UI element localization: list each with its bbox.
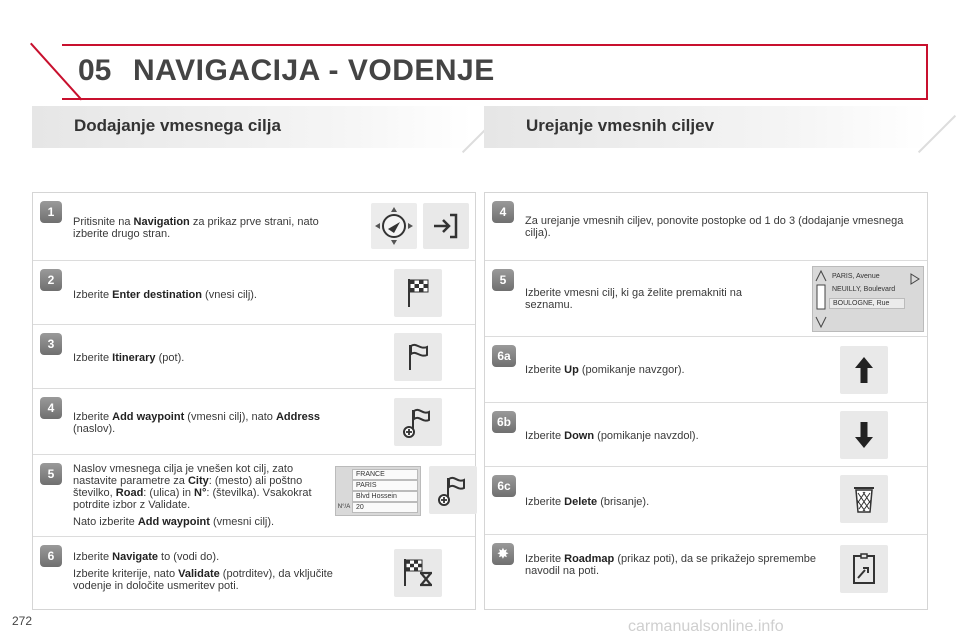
next-page-icon [423, 203, 469, 249]
right-step-4 [485, 193, 927, 261]
down-arrow-icon [840, 411, 888, 459]
step-badge: 1 [40, 201, 62, 223]
left-section-title: Dodajanje vmesnega cilja [74, 116, 281, 135]
step-text: Izberite Navigate to (vodi do). Izberite kriterije, nato Validate (potrditev), da vključite vodenje in določite usmeritev poti. [73, 551, 333, 592]
list-scrollbar-icon [814, 267, 828, 331]
step-text: Za urejanje vmesnih ciljev, ponovite postopke od 1 do 3 (dodajanje vmesnega cilja). [525, 215, 904, 239]
navigation-dpad-icon [371, 203, 417, 249]
left-step-5 [33, 455, 475, 537]
step-badge: 3 [40, 333, 62, 355]
mini-row-country: FRANCE [352, 469, 418, 480]
step-badge: 5 [40, 463, 62, 485]
step-text: Izberite Add waypoint (vmesni cilj), nato Address (naslov). [73, 411, 320, 435]
left-steps-panel [32, 192, 476, 610]
mini-row-road: Blvd Hossein [352, 491, 418, 502]
right-step-6c [485, 467, 927, 535]
address-entry-screen-thumbnail [335, 466, 421, 516]
left-step-1 [33, 193, 475, 261]
watermark: carmanualsonline.info [628, 618, 784, 635]
step-badge: 6c [492, 475, 516, 497]
step-badge: 5 [492, 269, 514, 291]
step-text: Izberite Down (pomikanje navzdol). [525, 430, 699, 442]
step-text: Izberite vmesni cilj, ki ga želite premakniti na seznamu. [525, 287, 743, 311]
mini-row-number: 20 [352, 502, 418, 513]
add-waypoint-icon [394, 398, 442, 446]
waypoint-row-3-selected: BOULOGNE, Rue [829, 298, 905, 309]
left-section-header [32, 106, 472, 148]
right-step-roadmap [485, 535, 927, 611]
navigate-to-icon [394, 549, 442, 597]
chapter-title: NAVIGACIJA - VODENJE [133, 54, 495, 87]
left-step-3 [33, 325, 475, 389]
step-badge: 2 [40, 269, 62, 291]
right-step-5 [485, 261, 927, 337]
play-arrow-icon [910, 273, 920, 285]
waypoint-row-2: NEUILLY, Boulevard [829, 285, 905, 296]
left-step-2 [33, 261, 475, 325]
step-text: Izberite Roadmap (prikaz poti), da se prikažejo spremembe navodil na poti. [525, 553, 817, 577]
step-badge: 4 [492, 201, 514, 223]
up-arrow-icon [840, 346, 888, 394]
step-text: Pritisnite na Navigation za prikaz prve strani, nato izberite drugo stran. [73, 216, 319, 240]
right-section-header [484, 106, 928, 148]
mini-row-city: PARIS [352, 480, 418, 491]
step-text: Izberite Enter destination (vnesi cilj). [73, 289, 257, 301]
step-badge: 6b [492, 411, 516, 433]
step-text: Izberite Delete (brisanje). [525, 496, 650, 508]
right-step-6a [485, 337, 927, 403]
page-number: 272 [12, 614, 33, 628]
mini-row-number-tag: N°/A [337, 504, 351, 510]
section-divider-slash [918, 115, 956, 153]
add-waypoint-icon [429, 466, 477, 514]
left-step-4 [33, 389, 475, 455]
step-text: Izberite Itinerary (pot). [73, 352, 185, 364]
waypoint-row-1: PARIS, Avenue [829, 272, 905, 283]
right-step-6b [485, 403, 927, 467]
left-step-6 [33, 537, 475, 611]
step-badge: 6 [40, 545, 62, 567]
checkered-flag-icon [394, 269, 442, 317]
step-badge: 6a [492, 345, 516, 367]
right-section-title: Urejanje vmesnih ciljev [526, 116, 715, 135]
step-text: Naslov vmesnega cilja je vnešen kot cilj, zato nastavite parametre za City: (mesto) ali poštno številko, Road: (ulica) in N°: (številka). Vsakokrat potrdite izbor z Validate. Nato izberite Add waypoint (vmesni cilj). [73, 463, 312, 528]
step-badge-sparkle-icon: ✸ [492, 543, 514, 565]
roadmap-icon [840, 545, 888, 593]
chapter-number: 05 [78, 54, 112, 87]
step-text: Izberite Up (pomikanje navzgor). [525, 364, 685, 376]
delete-bin-icon [840, 475, 888, 523]
step-badge: 4 [40, 397, 62, 419]
itinerary-flag-icon [394, 333, 442, 381]
waypoint-list-screen-thumbnail [812, 266, 924, 332]
right-steps-panel [484, 192, 928, 610]
